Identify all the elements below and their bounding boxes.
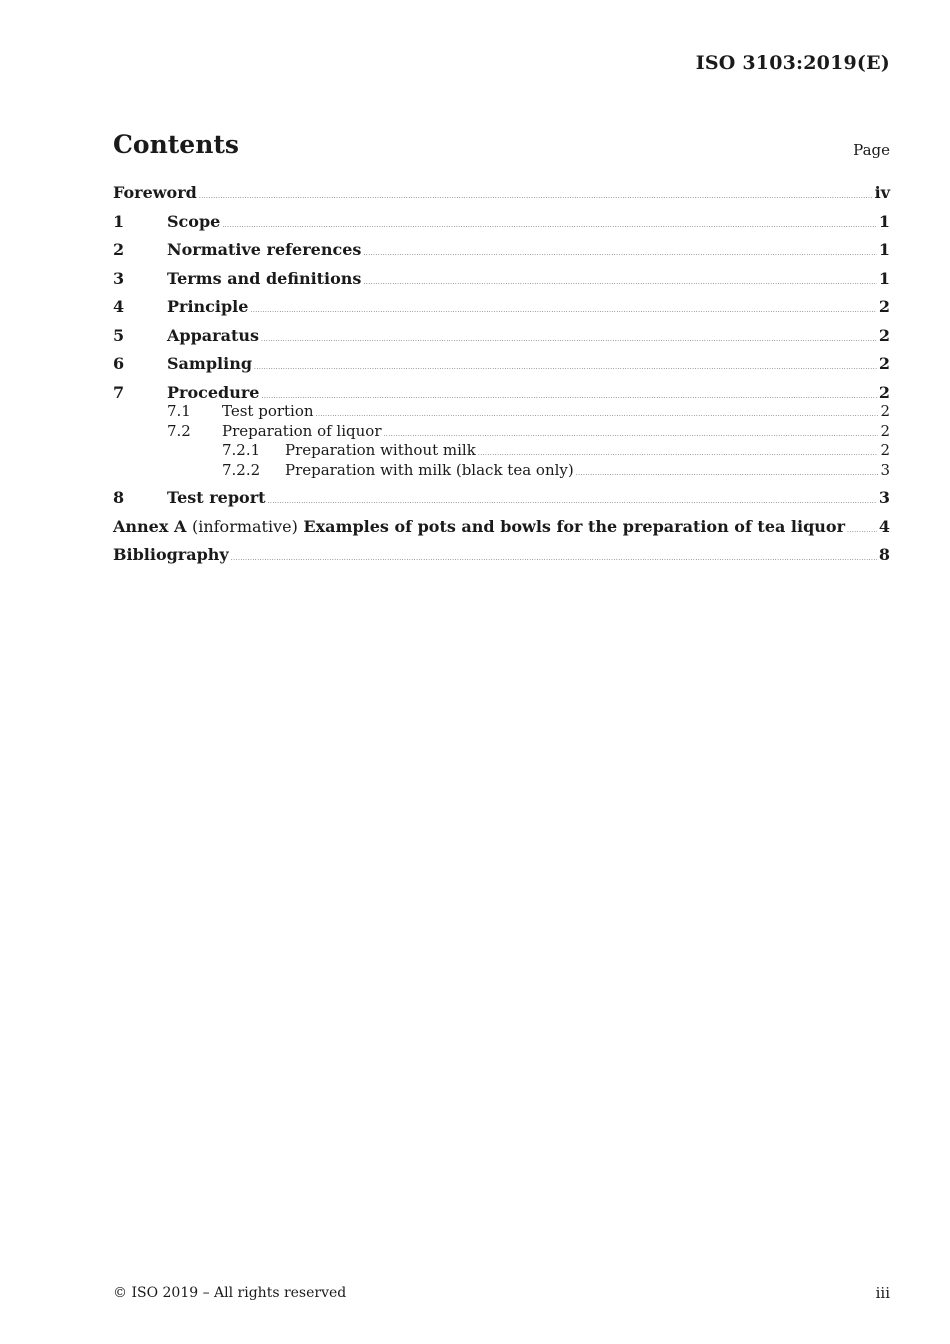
toc-entry-number: 1	[113, 211, 125, 231]
dot-leader	[261, 393, 876, 400]
dot-leader	[268, 498, 877, 505]
dot-leader	[254, 364, 877, 371]
dot-leader	[222, 222, 877, 229]
page-number: iii	[875, 1284, 890, 1302]
table-of-contents	[113, 183, 890, 574]
toc-entry-preparation-with-milk[interactable]	[113, 461, 890, 481]
toc-entry-page: 2	[880, 402, 890, 420]
toc-entry-normative-references[interactable]	[113, 240, 890, 269]
toc-entry-title: Preparation of liquor	[222, 421, 382, 440]
document-id: ISO 3103:2019(E)	[695, 52, 890, 74]
toc-entry-title: Scope	[167, 211, 221, 231]
toc-entry-title: Principle	[167, 297, 249, 316]
toc-entry-annex-a[interactable]	[113, 517, 890, 546]
toc-entry-principle[interactable]	[113, 297, 890, 326]
toc-entry-bibliography[interactable]	[113, 545, 890, 574]
toc-entry-title: Procedure	[167, 382, 260, 402]
toc-entry-page: 2	[878, 297, 890, 316]
toc-entry-number: 2	[113, 240, 125, 259]
toc-entry-terms-and-definitions[interactable]	[113, 269, 890, 298]
toc-entry-apparatus[interactable]	[113, 326, 890, 355]
toc-entry-number: 7.1	[167, 402, 191, 420]
toc-entry-page: 2	[880, 441, 890, 459]
toc-entry-page: 2	[878, 382, 890, 402]
toc-entry-number: 3	[113, 268, 125, 288]
toc-entry-page: 1	[878, 240, 890, 259]
toc-entry-title	[113, 517, 845, 536]
toc-entry-number: 7	[113, 382, 125, 402]
annex-informative-label: (informative)	[191, 516, 298, 536]
dot-leader	[847, 527, 877, 534]
toc-entry-page: 2	[878, 325, 890, 345]
toc-entry-title: Test report	[167, 488, 266, 507]
contents-heading: Contents	[113, 130, 240, 159]
toc-entry-number: 5	[113, 325, 125, 345]
toc-entry-page: 1	[878, 211, 890, 231]
toc-entry-number: 6	[113, 354, 125, 373]
toc-entry-number: 4	[113, 297, 125, 316]
toc-entry-title: Preparation without milk	[285, 441, 476, 459]
annex-label: Annex A	[113, 516, 187, 536]
toc-entry-title: Normative references	[167, 240, 362, 259]
toc-entry-title: Apparatus	[167, 325, 259, 345]
dot-leader	[261, 336, 877, 343]
toc-entry-page: 2	[880, 421, 890, 440]
toc-entry-number: 7.2.2	[222, 460, 261, 479]
toc-entry-number: 7.2	[167, 421, 191, 440]
toc-entry-title: Sampling	[167, 354, 253, 373]
toc-entry-foreword[interactable]	[113, 183, 890, 212]
dot-leader	[231, 555, 877, 562]
page-column-label: Page	[853, 141, 890, 159]
toc-entry-preparation-without-milk[interactable]	[113, 441, 890, 461]
toc-entry-title: Preparation with milk (black tea only)	[285, 460, 574, 479]
toc-entry-test-report[interactable]	[113, 488, 890, 517]
toc-entry-title: Terms and definitions	[167, 268, 362, 288]
annex-title: Examples of pots and bowls for the preparation of tea liquor	[303, 516, 846, 536]
toc-entry-page: 1	[878, 268, 890, 288]
toc-entry-page: 3	[878, 488, 890, 507]
toc-entry-page: iv	[874, 183, 890, 202]
toc-entry-test-portion[interactable]	[113, 402, 890, 422]
dot-leader	[384, 431, 879, 438]
toc-entry-page: 8	[878, 545, 890, 564]
toc-entry-page: 4	[878, 516, 890, 536]
dot-leader	[576, 470, 879, 477]
dot-leader	[250, 307, 876, 314]
dot-leader	[363, 279, 876, 286]
dot-leader	[478, 450, 879, 457]
toc-entry-scope[interactable]	[113, 212, 890, 241]
dot-leader	[363, 250, 876, 257]
dot-leader	[199, 193, 873, 200]
toc-entry-sampling[interactable]	[113, 354, 890, 383]
toc-entry-preparation-of-liquor[interactable]	[113, 422, 890, 442]
dot-leader	[316, 411, 879, 418]
toc-entry-title: Test portion	[222, 402, 314, 420]
toc-entry-title: Bibliography	[113, 545, 229, 564]
toc-entry-number: 8	[113, 488, 125, 507]
toc-entry-number: 7.2.1	[222, 441, 261, 459]
toc-entry-page: 2	[878, 354, 890, 373]
toc-entry-page: 3	[880, 460, 890, 479]
toc-entry-title: Foreword	[113, 183, 197, 202]
copyright-notice: © ISO 2019 – All rights reserved	[113, 1285, 347, 1301]
